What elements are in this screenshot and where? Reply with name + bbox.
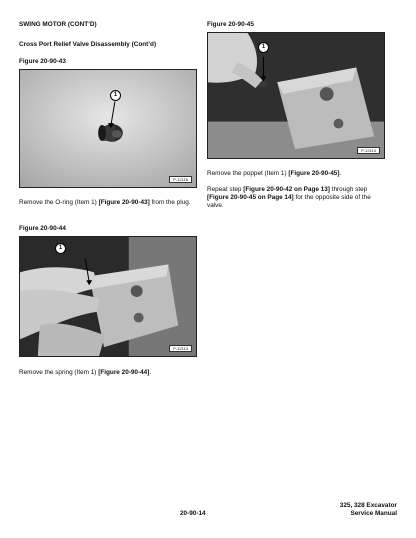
- figure-reference: [Figure 20-90-45 on Page 14]: [207, 194, 294, 201]
- figure-photo-44: [19, 236, 197, 357]
- figure-label-45: Figure 20-90-45: [207, 21, 254, 28]
- figure-reference: [Figure 20-90-44]: [98, 369, 150, 376]
- figure-label-44: Figure 20-90-44: [19, 225, 66, 232]
- instruction-repeat: Repeat step [Figure 20-90-42 on Page 13] through step [Figure 20-90-45 on Page 14] for the opposite side of the valve.: [207, 186, 371, 209]
- footer-manual: Service Manual: [350, 510, 397, 517]
- callout-item-1: 1: [110, 90, 121, 101]
- photo-id: P-12113: [169, 345, 192, 352]
- footer-model: 325, 328 Excavator: [339, 502, 397, 509]
- figure-photo-45: [207, 32, 385, 159]
- figure-reference: [Figure 20-90-43]: [98, 199, 150, 206]
- instruction-spring: Remove the spring (Item 1) [Figure 20-90-44].: [19, 369, 152, 376]
- callout-item-1: 1: [55, 243, 66, 254]
- subsection-heading: Cross Port Relief Valve Disassembly (Cont’d): [19, 41, 157, 48]
- oring-plug-photo: [20, 70, 196, 187]
- poppet-removal-photo: [208, 33, 384, 158]
- figure-photo-43: [19, 69, 197, 188]
- section-title: SWING MOTOR (CONT’D): [19, 21, 97, 28]
- figure-reference: [Figure 20-90-42 on Page 13]: [243, 186, 330, 193]
- figure-label-43: Figure 20-90-43: [19, 58, 66, 65]
- instruction-oring: Remove the O-ring (Item 1) [Figure 20-90-43] from the plug.: [19, 199, 191, 206]
- photo-id: P-12114: [357, 147, 380, 154]
- photo-id: P-12116: [169, 176, 192, 183]
- figure-reference: [Figure 20-90-45]: [288, 170, 340, 177]
- spring-removal-photo: [20, 237, 196, 356]
- callout-item-1: 1: [258, 42, 269, 53]
- instruction-poppet: Remove the poppet (Item 1) [Figure 20-90-45].: [207, 170, 342, 177]
- page-number: 20-90-14: [180, 510, 206, 517]
